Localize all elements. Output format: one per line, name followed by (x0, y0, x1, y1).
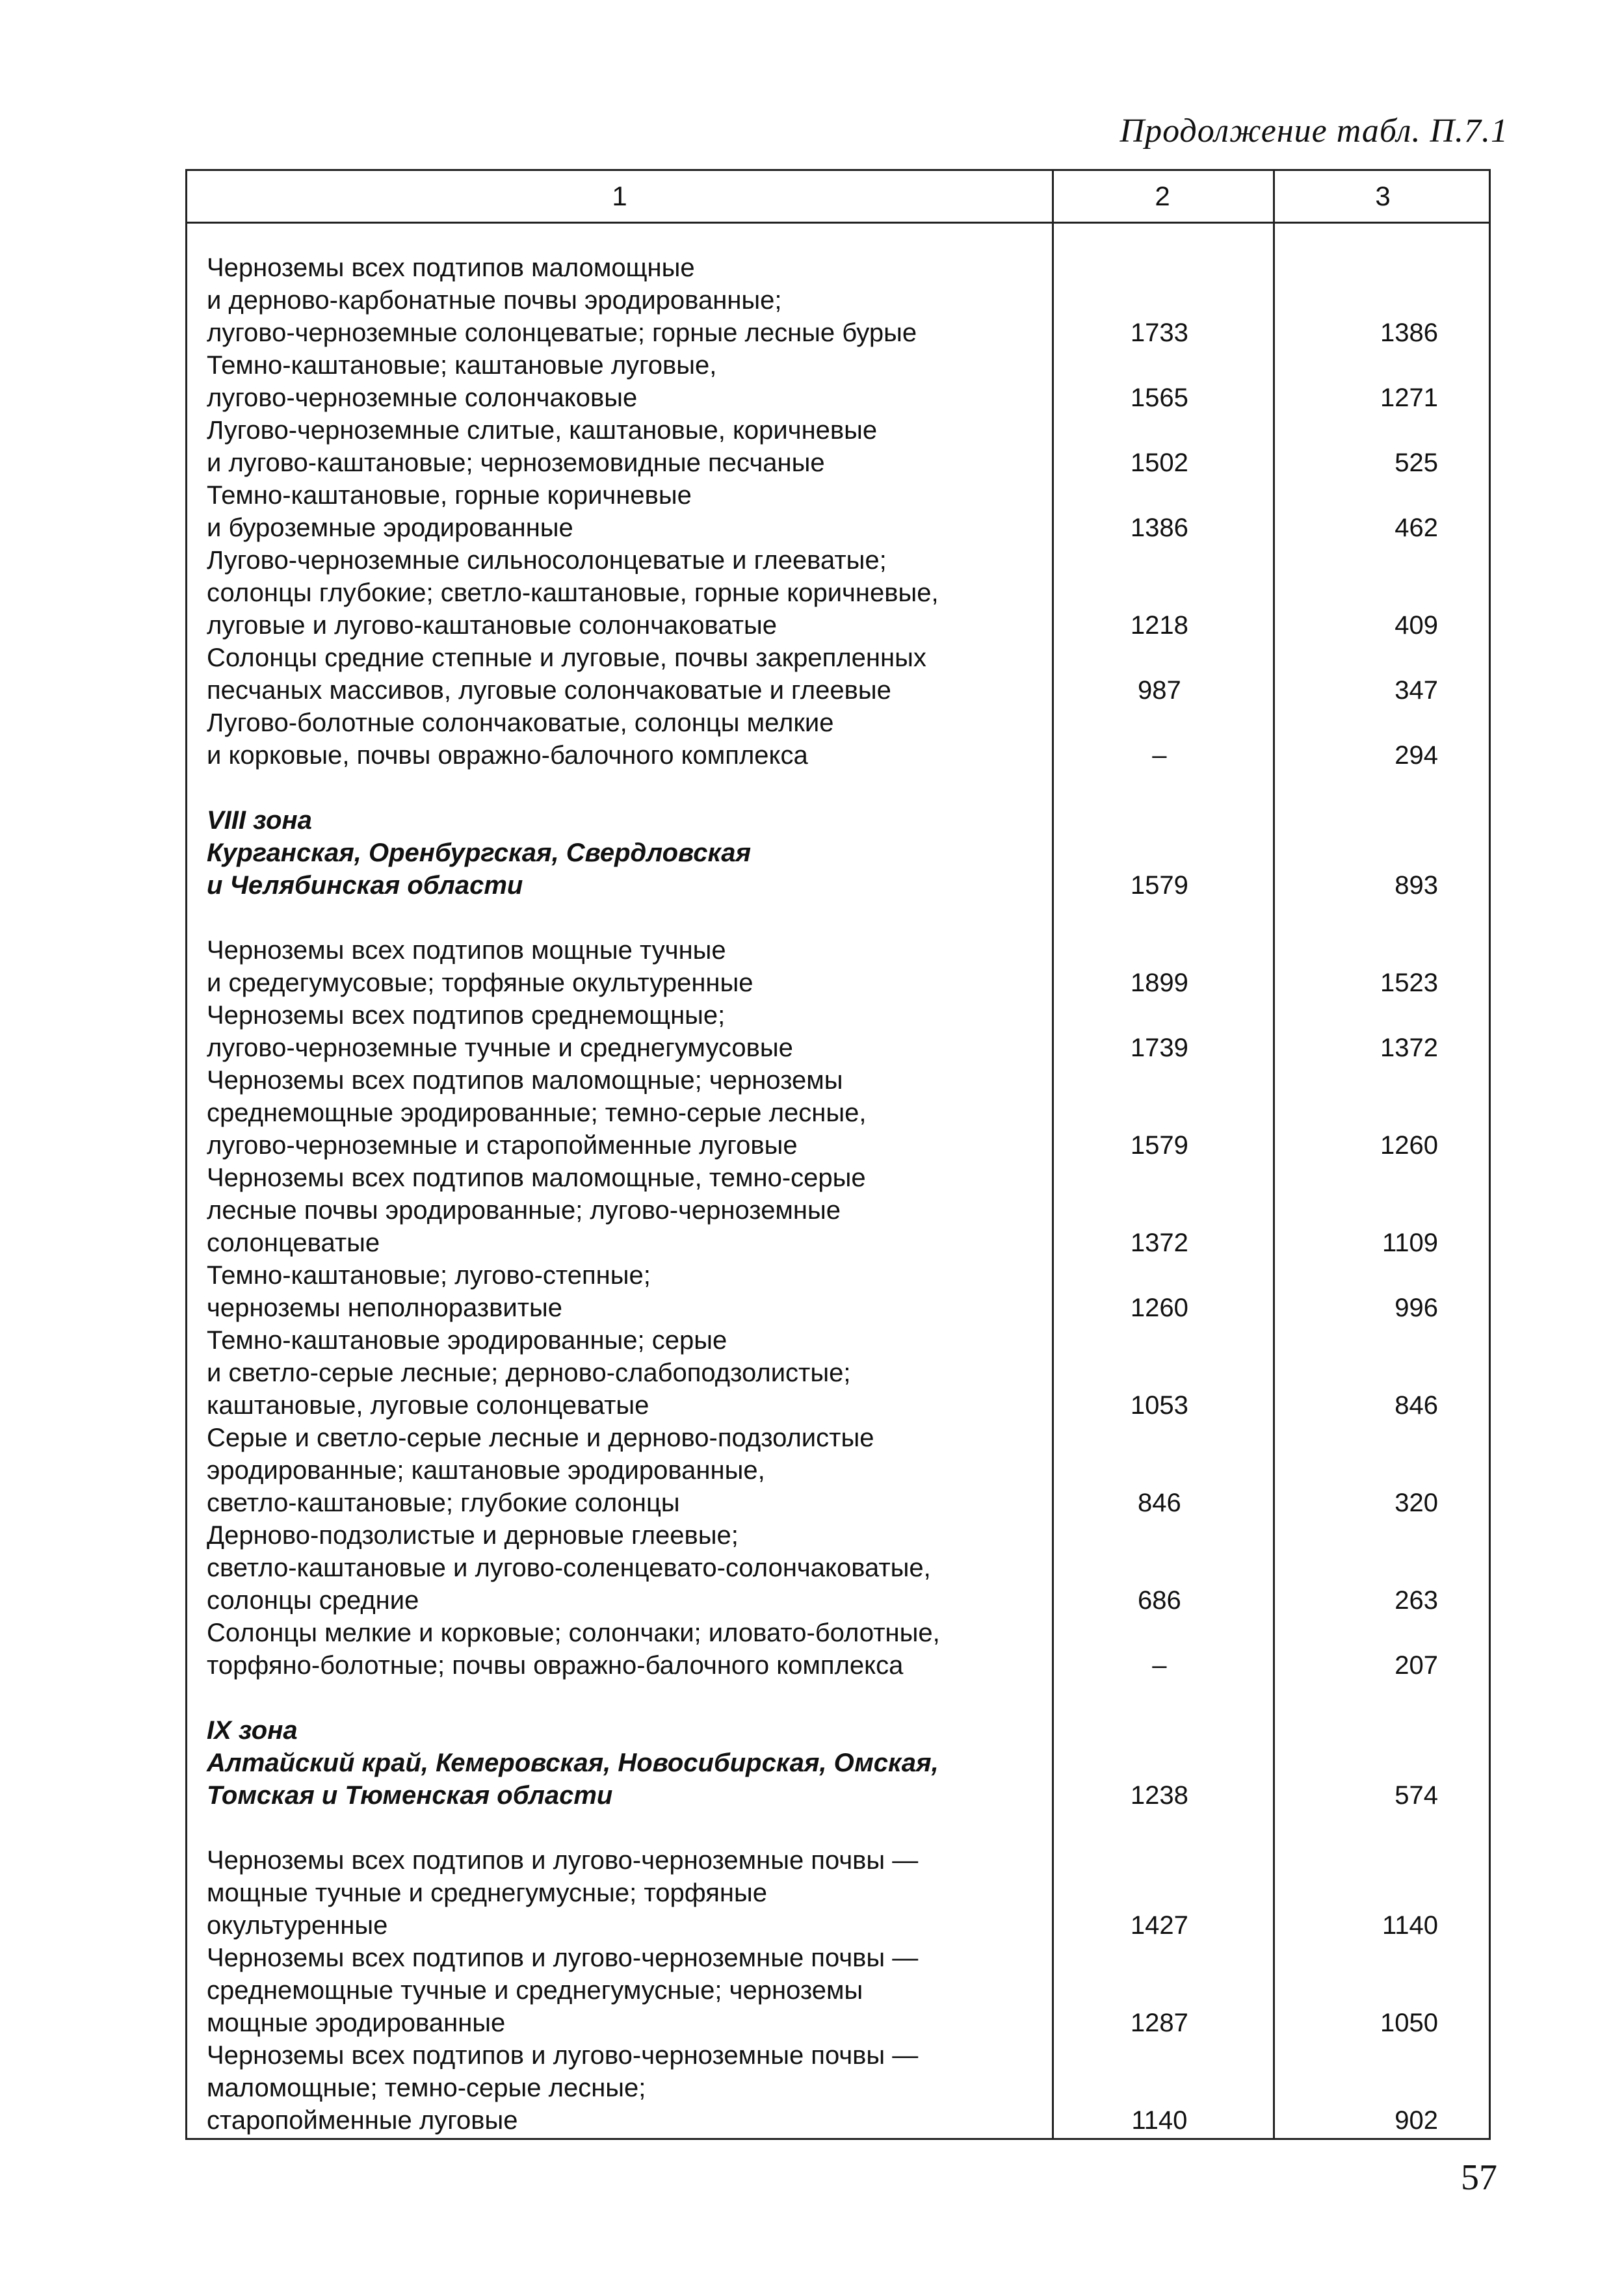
value-col-3: 1140 (1382, 1911, 1439, 1940)
row-spacer (187, 1812, 1489, 1844)
value-col-2: 1053 (1130, 1391, 1188, 1420)
value-col-2: – (1152, 1651, 1167, 1680)
header-col-3: 3 (1375, 181, 1391, 211)
description-line: каштановые, луговые солонцеватые (207, 1391, 649, 1420)
soil-description (187, 1942, 1049, 2039)
value-col-2: 1218 (1130, 611, 1188, 640)
value-col-3: 525 (1395, 449, 1439, 477)
description-line: VIII зона (207, 806, 312, 835)
value-col-2: 1579 (1130, 871, 1188, 900)
value-col-3: 893 (1395, 871, 1439, 900)
value-col-3: 846 (1395, 1391, 1439, 1420)
description-line: торфяно-болотные; почвы овражно-балочного комплекса (207, 1651, 904, 1680)
description-line: Алтайский край, Кемеровская, Новосибирская, Омская, (207, 1749, 939, 1777)
soil-description (187, 642, 1049, 707)
table-row (187, 1617, 1489, 1682)
description-line: луговые и лугово-каштановые солончаковатые (207, 611, 778, 640)
description-line: и Челябинская области (207, 871, 523, 900)
description-line: и дерново-карбонатные почвы эродированные; (207, 286, 782, 315)
description-line: Темно-каштановые; каштановые луговые, (207, 351, 717, 380)
description-line: эродированные; каштановые эродированные, (207, 1456, 765, 1485)
value-col-2: 1287 (1130, 2009, 1188, 2037)
description-line: Темно-каштановые, горные коричневые (207, 481, 692, 510)
value-col-2: 1565 (1130, 384, 1188, 412)
header-col-2: 2 (1155, 181, 1170, 211)
table-row (187, 1162, 1489, 1259)
description-line: и корковые, почвы овражно-балочного комплекса (207, 741, 808, 770)
table-row (187, 707, 1489, 772)
value-col-3: 462 (1395, 514, 1439, 542)
value-col-3: 294 (1395, 741, 1439, 770)
zone-header-row (187, 1714, 1489, 1812)
value-col-3: 263 (1395, 1586, 1439, 1615)
description-line: Черноземы всех подтипов среднемощные; (207, 1001, 726, 1030)
soil-description (187, 707, 1049, 772)
description-line: Черноземы всех подтипов и лугово-черноземные почвы — (207, 1846, 919, 1875)
header-divider (187, 222, 1489, 224)
description-line: лесные почвы эродированные; лугово-черноземные (207, 1196, 841, 1225)
description-line: Томская и Тюменская области (207, 1781, 613, 1810)
value-col-2: 1502 (1130, 449, 1188, 477)
table-row (187, 1942, 1489, 2039)
soil-description (187, 1259, 1049, 1324)
description-line: солонцеватые (207, 1229, 380, 1257)
description-line: лугово-черноземные солонцеватые; горные лесные бурые (207, 319, 917, 347)
table-row (187, 544, 1489, 642)
value-col-2: 1238 (1130, 1781, 1188, 1810)
value-col-2: 1579 (1130, 1131, 1188, 1160)
description-line: и средегумусовые; торфяные окультуренные (207, 969, 753, 997)
value-col-2: 1140 (1131, 2106, 1188, 2135)
table-row (187, 349, 1489, 414)
soil-description (187, 999, 1049, 1064)
value-col-2: 1427 (1130, 1911, 1188, 1940)
description-line: Темно-каштановые эродированные; серые (207, 1326, 727, 1355)
value-col-3: 1386 (1380, 319, 1439, 347)
table-row (187, 2039, 1489, 2137)
description-line: Черноземы всех подтипов и лугово-черноземные почвы — (207, 1944, 919, 1972)
value-col-2: 1899 (1130, 969, 1188, 997)
description-line: Лугово-черноземные сильносолонцеватые и глееватые; (207, 546, 887, 575)
description-line: мощные эродированные (207, 2009, 506, 2037)
description-line: окультуренные (207, 1911, 388, 1940)
value-col-3: 1260 (1380, 1131, 1439, 1160)
description-line: Лугово-болотные солончаковатые, солонцы мелкие (207, 709, 834, 737)
value-col-2: 686 (1138, 1586, 1181, 1615)
description-line: Черноземы всех подтипов маломощные, темно-серые (207, 1164, 866, 1192)
soil-description (187, 934, 1049, 999)
value-col-3: 1050 (1380, 2009, 1439, 2037)
soil-description (187, 2039, 1049, 2137)
description-line: мощные тучные и среднегумусные; торфяные (207, 1879, 767, 1907)
description-line: среднемощные тучные и среднегумусные; черноземы (207, 1976, 863, 2005)
soil-description (187, 252, 1049, 349)
table-row (187, 642, 1489, 707)
description-line: светло-каштановые; глубокие солонцы (207, 1489, 680, 1517)
description-line: Черноземы всех подтипов и лугово-черноземные почвы — (207, 2041, 919, 2070)
table-row (187, 1519, 1489, 1617)
value-col-2: 1372 (1130, 1229, 1188, 1257)
value-col-3: 574 (1395, 1781, 1439, 1810)
value-col-2: 846 (1138, 1489, 1181, 1517)
description-line: лугово-черноземные солончаковые (207, 384, 638, 412)
row-spacer (187, 1682, 1489, 1714)
value-col-3: 1109 (1382, 1229, 1439, 1257)
table-row (187, 999, 1489, 1064)
description-line: светло-каштановые и лугово-соленцевато-солончаковатые, (207, 1554, 931, 1582)
description-line: Солонцы средние степные и луговые, почвы закрепленных (207, 644, 926, 672)
table-row (187, 479, 1489, 544)
value-col-3: 902 (1395, 2106, 1439, 2135)
description-line: черноземы неполноразвитые (207, 1294, 563, 1322)
value-col-3: 347 (1395, 676, 1439, 705)
value-col-3: 320 (1395, 1489, 1439, 1517)
description-line: маломощные; темно-серые лесные; (207, 2074, 646, 2102)
description-line: Черноземы всех подтипов маломощные (207, 254, 695, 282)
table-row (187, 1259, 1489, 1324)
value-col-3: 207 (1395, 1651, 1439, 1680)
value-col-2: 987 (1138, 676, 1181, 705)
description-line: Дерново-подзолистые и дерновые глеевые; (207, 1521, 739, 1550)
value-col-3: 996 (1395, 1294, 1439, 1322)
description-line: среднемощные эродированные; темно-серые лесные, (207, 1099, 867, 1127)
zone-header-row (187, 804, 1489, 902)
table-row (187, 934, 1489, 999)
value-col-2: 1386 (1130, 514, 1188, 542)
soil-description (187, 1617, 1049, 1682)
soil-description (187, 544, 1049, 642)
description-line: Темно-каштановые; лугово-степные; (207, 1261, 651, 1290)
table-body (187, 252, 1489, 2137)
description-line: лугово-черноземные и старопойменные луговые (207, 1131, 798, 1160)
table-row (187, 1064, 1489, 1162)
value-col-3: 1271 (1380, 384, 1439, 412)
value-col-3: 1372 (1380, 1034, 1439, 1062)
row-spacer (187, 772, 1489, 804)
description-line: лугово-черноземные тучные и среднегумусовые (207, 1034, 793, 1062)
soil-description (187, 479, 1049, 544)
soil-description (187, 1162, 1049, 1259)
description-line: песчаных массивов, луговые солончаковатые и глеевые (207, 676, 891, 705)
description-line: старопойменные луговые (207, 2106, 518, 2135)
value-col-3: 1523 (1380, 969, 1439, 997)
description-line: Солонцы мелкие и корковые; солончаки; иловато-болотные, (207, 1619, 940, 1647)
soil-description (187, 804, 1049, 902)
soil-description (187, 1422, 1049, 1519)
soil-description (187, 414, 1049, 479)
table-row (187, 1422, 1489, 1519)
soil-table (185, 169, 1491, 2140)
table-row (187, 414, 1489, 479)
description-line: Черноземы всех подтипов маломощные; черноземы (207, 1066, 843, 1095)
row-spacer (187, 902, 1489, 934)
soil-description (187, 1714, 1049, 1812)
header-col-1: 1 (612, 181, 627, 211)
description-line: Лугово-черноземные слитые, каштановые, коричневые (207, 416, 878, 445)
description-line: и бурoземные эродированные (207, 514, 573, 542)
description-line: и лугово-каштановые; черноземовидные песчаные (207, 449, 825, 477)
description-line: солонцы средние (207, 1586, 419, 1615)
table-caption: Продолжение табл. П.7.1 (1120, 112, 1508, 150)
table-row (187, 1844, 1489, 1942)
table-row (187, 1324, 1489, 1422)
soil-description (187, 1324, 1049, 1422)
value-col-3: 409 (1395, 611, 1439, 640)
value-col-2: 1739 (1130, 1034, 1188, 1062)
page-number: 57 (1461, 2157, 1497, 2198)
value-col-2: 1733 (1130, 319, 1188, 347)
soil-description (187, 1519, 1049, 1617)
description-line: Серые и светло-серые лесные и дерново-подзолистые (207, 1424, 874, 1452)
description-line: Курганская, Оренбургская, Свердловская (207, 839, 752, 867)
description-line: Черноземы всех подтипов мощные тучные (207, 936, 726, 965)
value-col-2: – (1152, 741, 1167, 770)
soil-description (187, 1844, 1049, 1942)
description-line: солонцы глубокие; светло-каштановые, горные коричневые, (207, 579, 939, 607)
value-col-2: 1260 (1130, 1294, 1188, 1322)
table-row (187, 252, 1489, 349)
description-line: и светло-серые лесные; дерново-слабоподзолистые; (207, 1359, 851, 1387)
soil-description (187, 349, 1049, 414)
soil-description (187, 1064, 1049, 1162)
description-line: IX зона (207, 1716, 298, 1745)
